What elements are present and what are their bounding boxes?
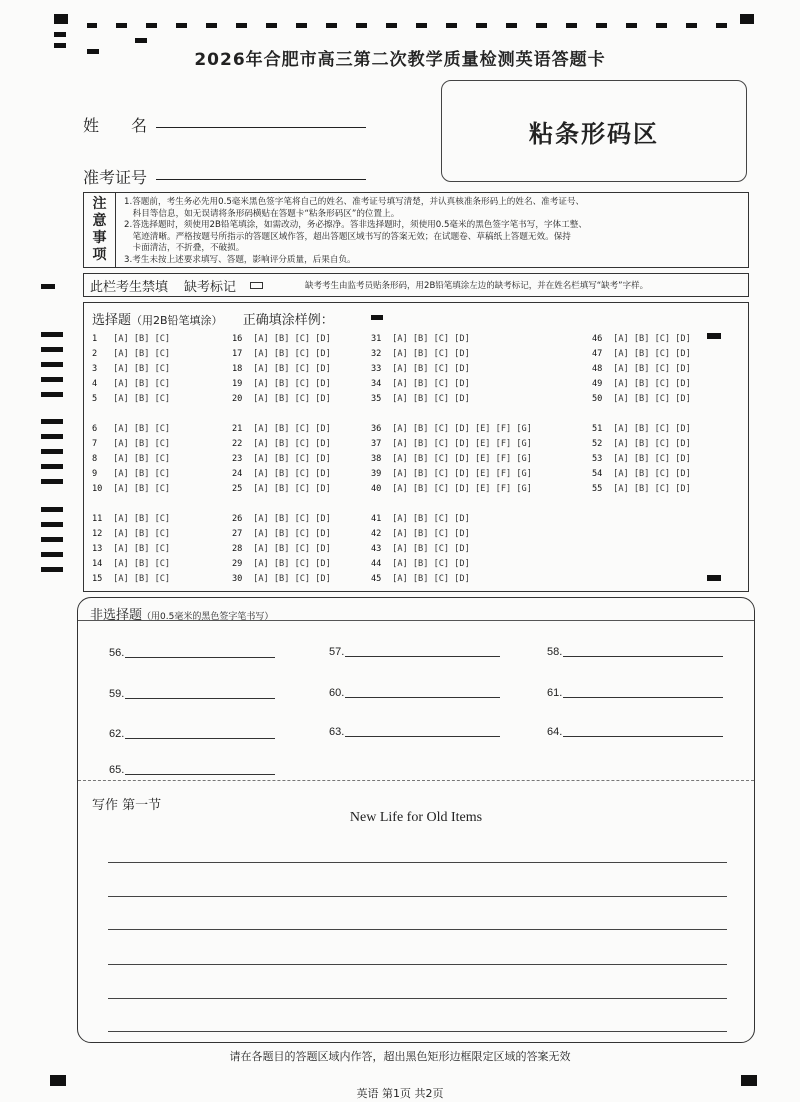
blank-61-label: 61. bbox=[547, 687, 563, 699]
question-number: 5 bbox=[92, 394, 98, 404]
choice-section bbox=[83, 302, 749, 592]
notice-label-char: 项 bbox=[92, 247, 107, 263]
question-number: 17 bbox=[232, 349, 243, 359]
question-number: 20 bbox=[232, 394, 243, 404]
question-16[interactable] bbox=[232, 334, 331, 344]
answer-options[interactable]: [A] [B] [C] [D] bbox=[387, 334, 470, 344]
question-number: 37 bbox=[371, 439, 382, 449]
answer-options[interactable]: [A] [B] [C] [D] bbox=[248, 469, 331, 479]
question-29[interactable] bbox=[232, 559, 331, 569]
blank-62-field[interactable] bbox=[125, 738, 275, 739]
answer-options[interactable]: [A] [B] [C] [D] bbox=[608, 364, 691, 374]
answer-options[interactable]: [A] [B] [C] [D] bbox=[248, 349, 331, 359]
question-number: 9 bbox=[92, 469, 98, 479]
section-divider bbox=[78, 780, 754, 781]
writing-line[interactable] bbox=[108, 998, 727, 999]
blank-65-field[interactable] bbox=[125, 774, 275, 775]
absent-forbidden-label: 此栏考生禁填 bbox=[90, 279, 169, 295]
answer-options[interactable]: [A] [B] [C] bbox=[108, 379, 171, 389]
question-number: 3 bbox=[92, 364, 98, 374]
nonchoice-section bbox=[77, 597, 755, 1043]
choice-heading-note: （用2B铅笔填涂） bbox=[131, 314, 223, 327]
question-55[interactable] bbox=[592, 484, 691, 494]
question-number: 50 bbox=[592, 394, 603, 404]
question-7[interactable] bbox=[92, 439, 170, 449]
question-51[interactable] bbox=[592, 424, 691, 434]
question-number: 28 bbox=[232, 544, 243, 554]
essay-title: New Life for Old Items bbox=[349, 810, 483, 825]
answer-options[interactable]: [A] [B] [C] bbox=[108, 484, 171, 494]
question-47[interactable] bbox=[592, 349, 691, 359]
question-number: 12 bbox=[92, 529, 103, 539]
question-8[interactable] bbox=[92, 454, 170, 464]
absent-section bbox=[83, 273, 749, 297]
notice-line: 卡面清洁，不折叠，不破损。 bbox=[124, 243, 245, 253]
answer-options[interactable]: [A] [B] [C] [D] [E] [F] [G] bbox=[387, 454, 532, 464]
question-45[interactable] bbox=[371, 574, 470, 584]
answer-options[interactable]: [A] [B] [C] [D] bbox=[387, 559, 470, 569]
answer-options[interactable]: [A] [B] [C] [D] bbox=[608, 469, 691, 479]
answer-options[interactable]: [A] [B] [C] [D] [E] [F] [G] bbox=[387, 484, 532, 494]
question-13[interactable] bbox=[92, 544, 170, 554]
question-5[interactable] bbox=[92, 394, 170, 404]
blank-63-label: 63. bbox=[329, 726, 345, 738]
notice-text bbox=[124, 197, 744, 266]
question-31[interactable] bbox=[371, 334, 470, 344]
question-number: 21 bbox=[232, 424, 243, 434]
nonchoice-heading-note: （用0.5毫米的黑色签字笔书写） bbox=[142, 612, 274, 622]
question-number: 10 bbox=[92, 484, 103, 494]
blank-62-label: 62. bbox=[109, 728, 125, 740]
notice-label bbox=[84, 193, 116, 267]
answer-options[interactable]: [A] [B] [C] [D] bbox=[248, 379, 331, 389]
answer-options[interactable]: [A] [B] [C] bbox=[108, 334, 171, 344]
question-number: 18 bbox=[232, 364, 243, 374]
question-number: 13 bbox=[92, 544, 103, 554]
writing-line[interactable] bbox=[108, 964, 727, 965]
answer-options[interactable]: [A] [B] [C] [D] bbox=[608, 394, 691, 404]
answer-options[interactable]: [A] [B] [C] [D] [E] [F] [G] bbox=[387, 424, 532, 434]
question-39[interactable] bbox=[371, 469, 532, 479]
answer-options[interactable]: [A] [B] [C] [D] bbox=[608, 349, 691, 359]
notice-label-char: 意 bbox=[92, 213, 107, 229]
question-number: 44 bbox=[371, 559, 382, 569]
answer-options[interactable]: [A] [B] [C] [D] bbox=[387, 574, 470, 584]
question-27[interactable] bbox=[232, 529, 331, 539]
question-25[interactable] bbox=[232, 484, 331, 494]
writing-line[interactable] bbox=[108, 929, 727, 930]
question-number: 35 bbox=[371, 394, 382, 404]
blank-58-field[interactable] bbox=[563, 656, 723, 657]
question-54[interactable] bbox=[592, 469, 691, 479]
question-number: 43 bbox=[371, 544, 382, 554]
question-9[interactable] bbox=[92, 469, 170, 479]
writing-line[interactable] bbox=[108, 862, 727, 863]
notice-label-char: 事 bbox=[92, 230, 107, 246]
page-number: 英语 第1页 共2页 bbox=[356, 1087, 444, 1100]
answer-options[interactable]: [A] [B] [C] bbox=[108, 364, 171, 374]
question-42[interactable] bbox=[371, 529, 470, 539]
answer-options[interactable]: [A] [B] [C] bbox=[108, 529, 171, 539]
notice-line: 1.答题前，考生务必先用0.5毫米黑色签字笔将自己的姓名、准考证号填写清楚，并认真核准条形码上的姓名、准考证号、 bbox=[124, 197, 585, 207]
choice-heading bbox=[92, 309, 334, 328]
absent-mark-label: 缺考标记 bbox=[184, 279, 237, 295]
nonchoice-heading-text: 非选择题 bbox=[90, 608, 143, 623]
question-28[interactable] bbox=[232, 544, 331, 554]
answer-options[interactable]: [A] [B] [C] bbox=[108, 574, 171, 584]
question-18[interactable] bbox=[232, 364, 331, 374]
question-26[interactable] bbox=[232, 514, 331, 524]
question-number: 54 bbox=[592, 469, 603, 479]
question-number: 24 bbox=[232, 469, 243, 479]
notice-line: 笔迹清晰。严格按题号所指示的答题区域作答，超出答题区域书写的答案无效；在试题卷、草稿纸上答题无效。保持 bbox=[124, 231, 571, 242]
absent-instruction: 缺考考生由监考员贴条形码，用2B铅笔填涂左边的缺考标记，并在姓名栏填写“缺考”字样。 bbox=[305, 281, 649, 291]
question-1[interactable] bbox=[92, 334, 170, 344]
question-number: 46 bbox=[592, 334, 603, 344]
question-number: 53 bbox=[592, 454, 603, 464]
question-10[interactable] bbox=[92, 484, 170, 494]
notice-label-char: 注 bbox=[92, 196, 107, 212]
writing-line[interactable] bbox=[108, 1031, 727, 1032]
question-20[interactable] bbox=[232, 394, 331, 404]
notice-line: 3.考生未按上述要求填写、答题，影响评分质量，后果自负。 bbox=[124, 254, 356, 265]
footer-note: 请在各题目的答题区域内作答，超出黑色矩形边框限定区域的答案无效 bbox=[229, 1050, 571, 1063]
question-number: 51 bbox=[592, 424, 603, 434]
question-number: 48 bbox=[592, 364, 603, 374]
answer-options[interactable]: [A] [B] [C] [D] bbox=[387, 544, 470, 554]
answer-options[interactable]: [A] [B] [C] [D] bbox=[248, 544, 331, 554]
question-number: 33 bbox=[371, 364, 382, 374]
blank-63-field[interactable] bbox=[345, 736, 500, 737]
answer-options[interactable]: [A] [B] [C] [D] bbox=[608, 484, 691, 494]
sample-filled-mark bbox=[371, 315, 383, 320]
question-35[interactable] bbox=[371, 394, 470, 404]
answer-options[interactable]: [A] [B] [C] [D] bbox=[608, 439, 691, 449]
answer-options[interactable]: [A] [B] [C] [D] bbox=[248, 529, 331, 539]
answer-options[interactable]: [A] [B] [C] [D] bbox=[608, 334, 691, 344]
question-number: 4 bbox=[92, 379, 98, 389]
blank-60-label: 60. bbox=[329, 687, 345, 699]
exam-id-label: 准考证号 bbox=[83, 168, 148, 187]
question-number: 52 bbox=[592, 439, 603, 449]
question-number: 30 bbox=[232, 574, 243, 584]
answer-options[interactable]: [A] [B] [C] bbox=[108, 349, 171, 359]
blank-56-field[interactable] bbox=[125, 657, 275, 658]
question-15[interactable] bbox=[92, 574, 170, 584]
question-number: 40 bbox=[371, 484, 382, 494]
question-32[interactable] bbox=[371, 349, 470, 359]
question-number: 14 bbox=[92, 559, 103, 569]
answer-options[interactable]: [A] [B] [C] bbox=[108, 559, 171, 569]
question-40[interactable] bbox=[371, 484, 532, 494]
question-number: 26 bbox=[232, 514, 243, 524]
question-53[interactable] bbox=[592, 454, 691, 464]
answer-options[interactable]: [A] [B] [C] [D] bbox=[608, 424, 691, 434]
question-number: 7 bbox=[92, 439, 98, 449]
divider bbox=[78, 620, 754, 621]
blank-65-label: 65. bbox=[109, 764, 125, 776]
answer-options[interactable]: [A] [B] [C] [D] bbox=[248, 559, 331, 569]
question-23[interactable] bbox=[232, 454, 331, 464]
question-number: 31 bbox=[371, 334, 382, 344]
question-number: 55 bbox=[592, 484, 603, 494]
question-44[interactable] bbox=[371, 559, 470, 569]
question-30[interactable] bbox=[232, 574, 331, 584]
answer-options[interactable]: [A] [B] [C] [D] bbox=[387, 514, 470, 524]
question-48[interactable] bbox=[592, 364, 691, 374]
question-22[interactable] bbox=[232, 439, 331, 449]
question-number: 16 bbox=[232, 334, 243, 344]
sample-label: 正确填涂样例： bbox=[242, 313, 334, 328]
question-number: 25 bbox=[232, 484, 243, 494]
question-number: 34 bbox=[371, 379, 382, 389]
question-52[interactable] bbox=[592, 439, 691, 449]
blank-64-field[interactable] bbox=[563, 736, 723, 737]
question-number: 23 bbox=[232, 454, 243, 464]
question-4[interactable] bbox=[92, 379, 170, 389]
answer-options[interactable]: [A] [B] [C] [D] bbox=[387, 364, 470, 374]
notice-line: 科目等信息，如无误请将条形码横贴在答题卡“粘条形码区”的位置上。 bbox=[124, 208, 400, 219]
question-number: 49 bbox=[592, 379, 603, 389]
question-number: 29 bbox=[232, 559, 243, 569]
question-number: 11 bbox=[92, 514, 103, 524]
answer-options[interactable]: [A] [B] [C] [D] bbox=[248, 484, 331, 494]
question-37[interactable] bbox=[371, 439, 532, 449]
question-21[interactable] bbox=[232, 424, 331, 434]
question-12[interactable] bbox=[92, 529, 170, 539]
question-number: 32 bbox=[371, 349, 382, 359]
blank-60-field[interactable] bbox=[345, 697, 500, 698]
choice-heading-text: 选择题 bbox=[92, 313, 132, 328]
answer-options[interactable]: [A] [B] [C] [D] bbox=[387, 349, 470, 359]
question-50[interactable] bbox=[592, 394, 691, 404]
absent-checkbox[interactable] bbox=[250, 282, 263, 289]
answer-options[interactable]: [A] [B] [C] [D] bbox=[248, 364, 331, 374]
name-label: 姓 名 bbox=[83, 116, 148, 135]
blank-56-label: 56. bbox=[109, 647, 125, 659]
blank-61-field[interactable] bbox=[563, 697, 723, 698]
writing-heading: 写作 第一节 bbox=[92, 798, 162, 813]
question-6[interactable] bbox=[92, 424, 170, 434]
question-33[interactable] bbox=[371, 364, 470, 374]
barcode-area[interactable]: 粘条形码区 bbox=[441, 80, 747, 182]
question-24[interactable] bbox=[232, 469, 331, 479]
answer-options[interactable]: [A] [B] [C] [D] bbox=[608, 454, 691, 464]
answer-options[interactable]: [A] [B] [C] [D] bbox=[387, 394, 470, 404]
sheet-title: 2026年合肥市高三第二次教学质量检测英语答题卡 bbox=[194, 50, 606, 70]
question-43[interactable] bbox=[371, 544, 470, 554]
notice-box bbox=[83, 192, 749, 268]
writing-line[interactable] bbox=[108, 896, 727, 897]
answer-options[interactable]: [A] [B] [C] bbox=[108, 454, 171, 464]
question-number: 36 bbox=[371, 424, 382, 434]
answer-options[interactable]: [A] [B] [C] [D] bbox=[248, 424, 331, 434]
answer-options[interactable]: [A] [B] [C] [D] bbox=[248, 334, 331, 344]
question-number: 27 bbox=[232, 529, 243, 539]
question-number: 22 bbox=[232, 439, 243, 449]
question-2[interactable] bbox=[92, 349, 170, 359]
answer-options[interactable]: [A] [B] [C] [D] bbox=[248, 514, 331, 524]
answer-options[interactable]: [A] [B] [C] bbox=[108, 394, 171, 404]
answer-options[interactable]: [A] [B] [C] bbox=[108, 469, 171, 479]
question-number: 1 bbox=[92, 334, 98, 344]
question-14[interactable] bbox=[92, 559, 170, 569]
blank-57-label: 57. bbox=[329, 646, 345, 658]
answer-options[interactable]: [A] [B] [C] [D] bbox=[387, 379, 470, 389]
answer-options[interactable]: [A] [B] [C] [D] bbox=[248, 574, 331, 584]
question-number: 19 bbox=[232, 379, 243, 389]
question-number: 2 bbox=[92, 349, 98, 359]
answer-options[interactable]: [A] [B] [C] [D] [E] [F] [G] bbox=[387, 469, 532, 479]
question-number: 47 bbox=[592, 349, 603, 359]
answer-options[interactable]: [A] [B] [C] [D] bbox=[248, 394, 331, 404]
question-number: 6 bbox=[92, 424, 98, 434]
question-36[interactable] bbox=[371, 424, 532, 434]
notice-line: 2.答选择题时，须使用2B铅笔填涂，如需改动，务必擦净。答非选择题时，须使用0.5毫米的黑色签字笔书写，字体工整、 bbox=[124, 220, 587, 230]
question-11[interactable] bbox=[92, 514, 170, 524]
answer-options[interactable]: [A] [B] [C] [D] bbox=[387, 529, 470, 539]
answer-options[interactable]: [A] [B] [C] [D] bbox=[608, 379, 691, 389]
exam-id-field[interactable] bbox=[156, 178, 366, 180]
question-34[interactable] bbox=[371, 379, 470, 389]
answer-options[interactable]: [A] [B] [C] bbox=[108, 544, 171, 554]
question-number: 41 bbox=[371, 514, 382, 524]
question-38[interactable] bbox=[371, 454, 532, 464]
answer-options[interactable]: [A] [B] [C] bbox=[108, 439, 171, 449]
question-46[interactable] bbox=[592, 334, 691, 344]
blank-64-label: 64. bbox=[547, 726, 563, 738]
name-field[interactable] bbox=[156, 126, 366, 128]
question-41[interactable] bbox=[371, 514, 470, 524]
question-3[interactable] bbox=[92, 364, 170, 374]
question-number: 42 bbox=[371, 529, 382, 539]
question-49[interactable] bbox=[592, 379, 691, 389]
question-number: 45 bbox=[371, 574, 382, 584]
blank-57-field[interactable] bbox=[345, 656, 500, 657]
question-number: 39 bbox=[371, 469, 382, 479]
question-17[interactable] bbox=[232, 349, 331, 359]
answer-options[interactable]: [A] [B] [C] [D] bbox=[248, 439, 331, 449]
answer-options[interactable]: [A] [B] [C] [D] bbox=[248, 454, 331, 464]
answer-options[interactable]: [A] [B] [C] bbox=[108, 424, 171, 434]
blank-58-label: 58. bbox=[547, 646, 563, 658]
answer-options[interactable]: [A] [B] [C] bbox=[108, 514, 171, 524]
answer-options[interactable]: [A] [B] [C] [D] [E] [F] [G] bbox=[387, 439, 532, 449]
blank-59-field[interactable] bbox=[125, 698, 275, 699]
blank-59-label: 59. bbox=[109, 688, 125, 700]
question-19[interactable] bbox=[232, 379, 331, 389]
question-number: 15 bbox=[92, 574, 103, 584]
question-number: 38 bbox=[371, 454, 382, 464]
question-number: 8 bbox=[92, 454, 98, 464]
